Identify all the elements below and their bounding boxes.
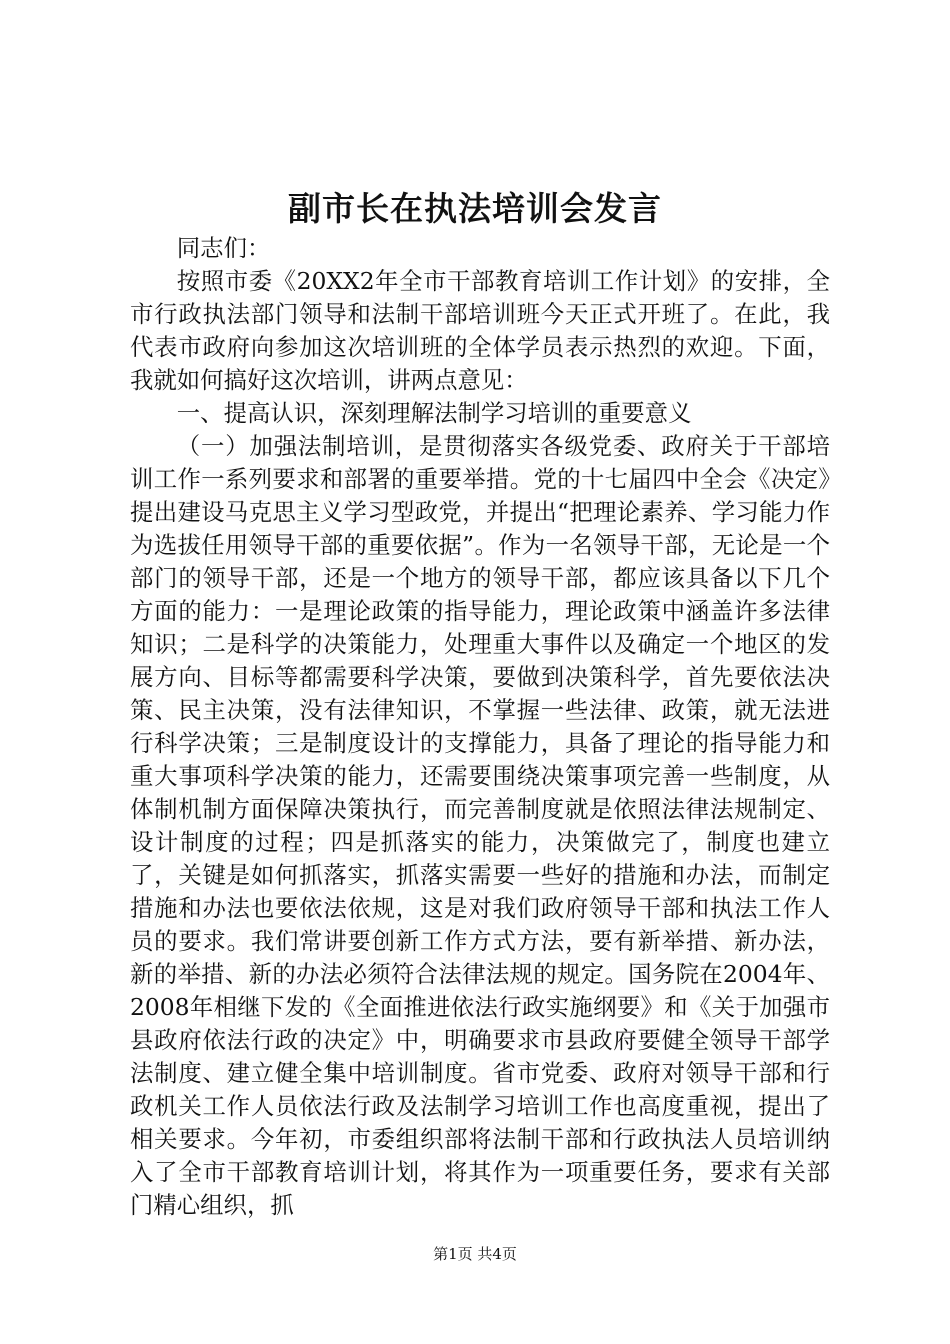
greeting-paragraph: 同志们： xyxy=(176,234,271,262)
page-number-footer: 第1页 共4页 xyxy=(433,1245,517,1263)
section-heading-1: 一、提高认识，深刻理解法制学习培训的重要意义 xyxy=(176,399,692,427)
document-title: 副市长在执法培训会发言 xyxy=(288,189,662,228)
body-paragraph: （一）加强法制培训，是贯彻落实各级党委、政府关于干部培训工作一系列要求和部署的重要举措。党的十七届四中全会《决定》提出建设马克思主义学习型政党，并提出“把理论素养、学习能力作为选拔任用领导干部的重要依据”。作为一名领导干部，无论是一个部门的领导干部，还是一个地方的领导干部，都应该具备以下几个方面的能力：一是理论政策的指导能力，理论政策中涵盖许多法律知识；二是科学的决策能力，处理重大事件以及确定一个地区的发展方向、目标等都需要科学决策，要做到决策科学，首先要依法决策、民主决策，没有法律知识，不掌握一些法律、政策，就无法进行科学决策；三是制度设计的支撑能力，具备了理论的指导能力和重大事项科学决策的能力，还需要围绕决策事项完善一些制度，从体制机制方面保障决策执行，而完善制度就是依照法律法规制定、设计制度的过程；四是抓落实的能力，决策做完了，制度也建立了，关键是如何抓落实，抓落实需要一些好的措施和办法，而制定措施和办法也要依法依规，这是对我们政府领导干部和执法工作人员的要求。我们常讲要创新工作方式方法，要有新举措、新办法，新的举措、新的办法必须符合法律法规的规定。国务院在2004年、2008年相继下发的《全面推进依法行政实施纲要》和《关于加强市县政府依法行政的决定》中，明确要求市县政府要健全领导干部学法制度、建立健全集中培训制度。省市党委、政府对领导干部和行政机关工作人员依法行政及法制学习培训工作也高度重视，提出了相关要求。今年初，市委组织部将法制干部和行政执法人员培训纳入了全市干部教育培训计划，将其作为一项重要任务，要求有关部门精心组织，抓 xyxy=(130,432,830,1219)
document-body xyxy=(130,232,830,1222)
intro-paragraph: 按照市委《20XX2年全市干部教育培训工作计划》的安排，全市行政执法部门领导和法制干部培训班今天正式开班了。在此，我代表市政府向参加这次培训班的全体学员表示热烈的欢迎。下面，我就如何搞好这次培训，讲两点意见： xyxy=(130,267,830,394)
